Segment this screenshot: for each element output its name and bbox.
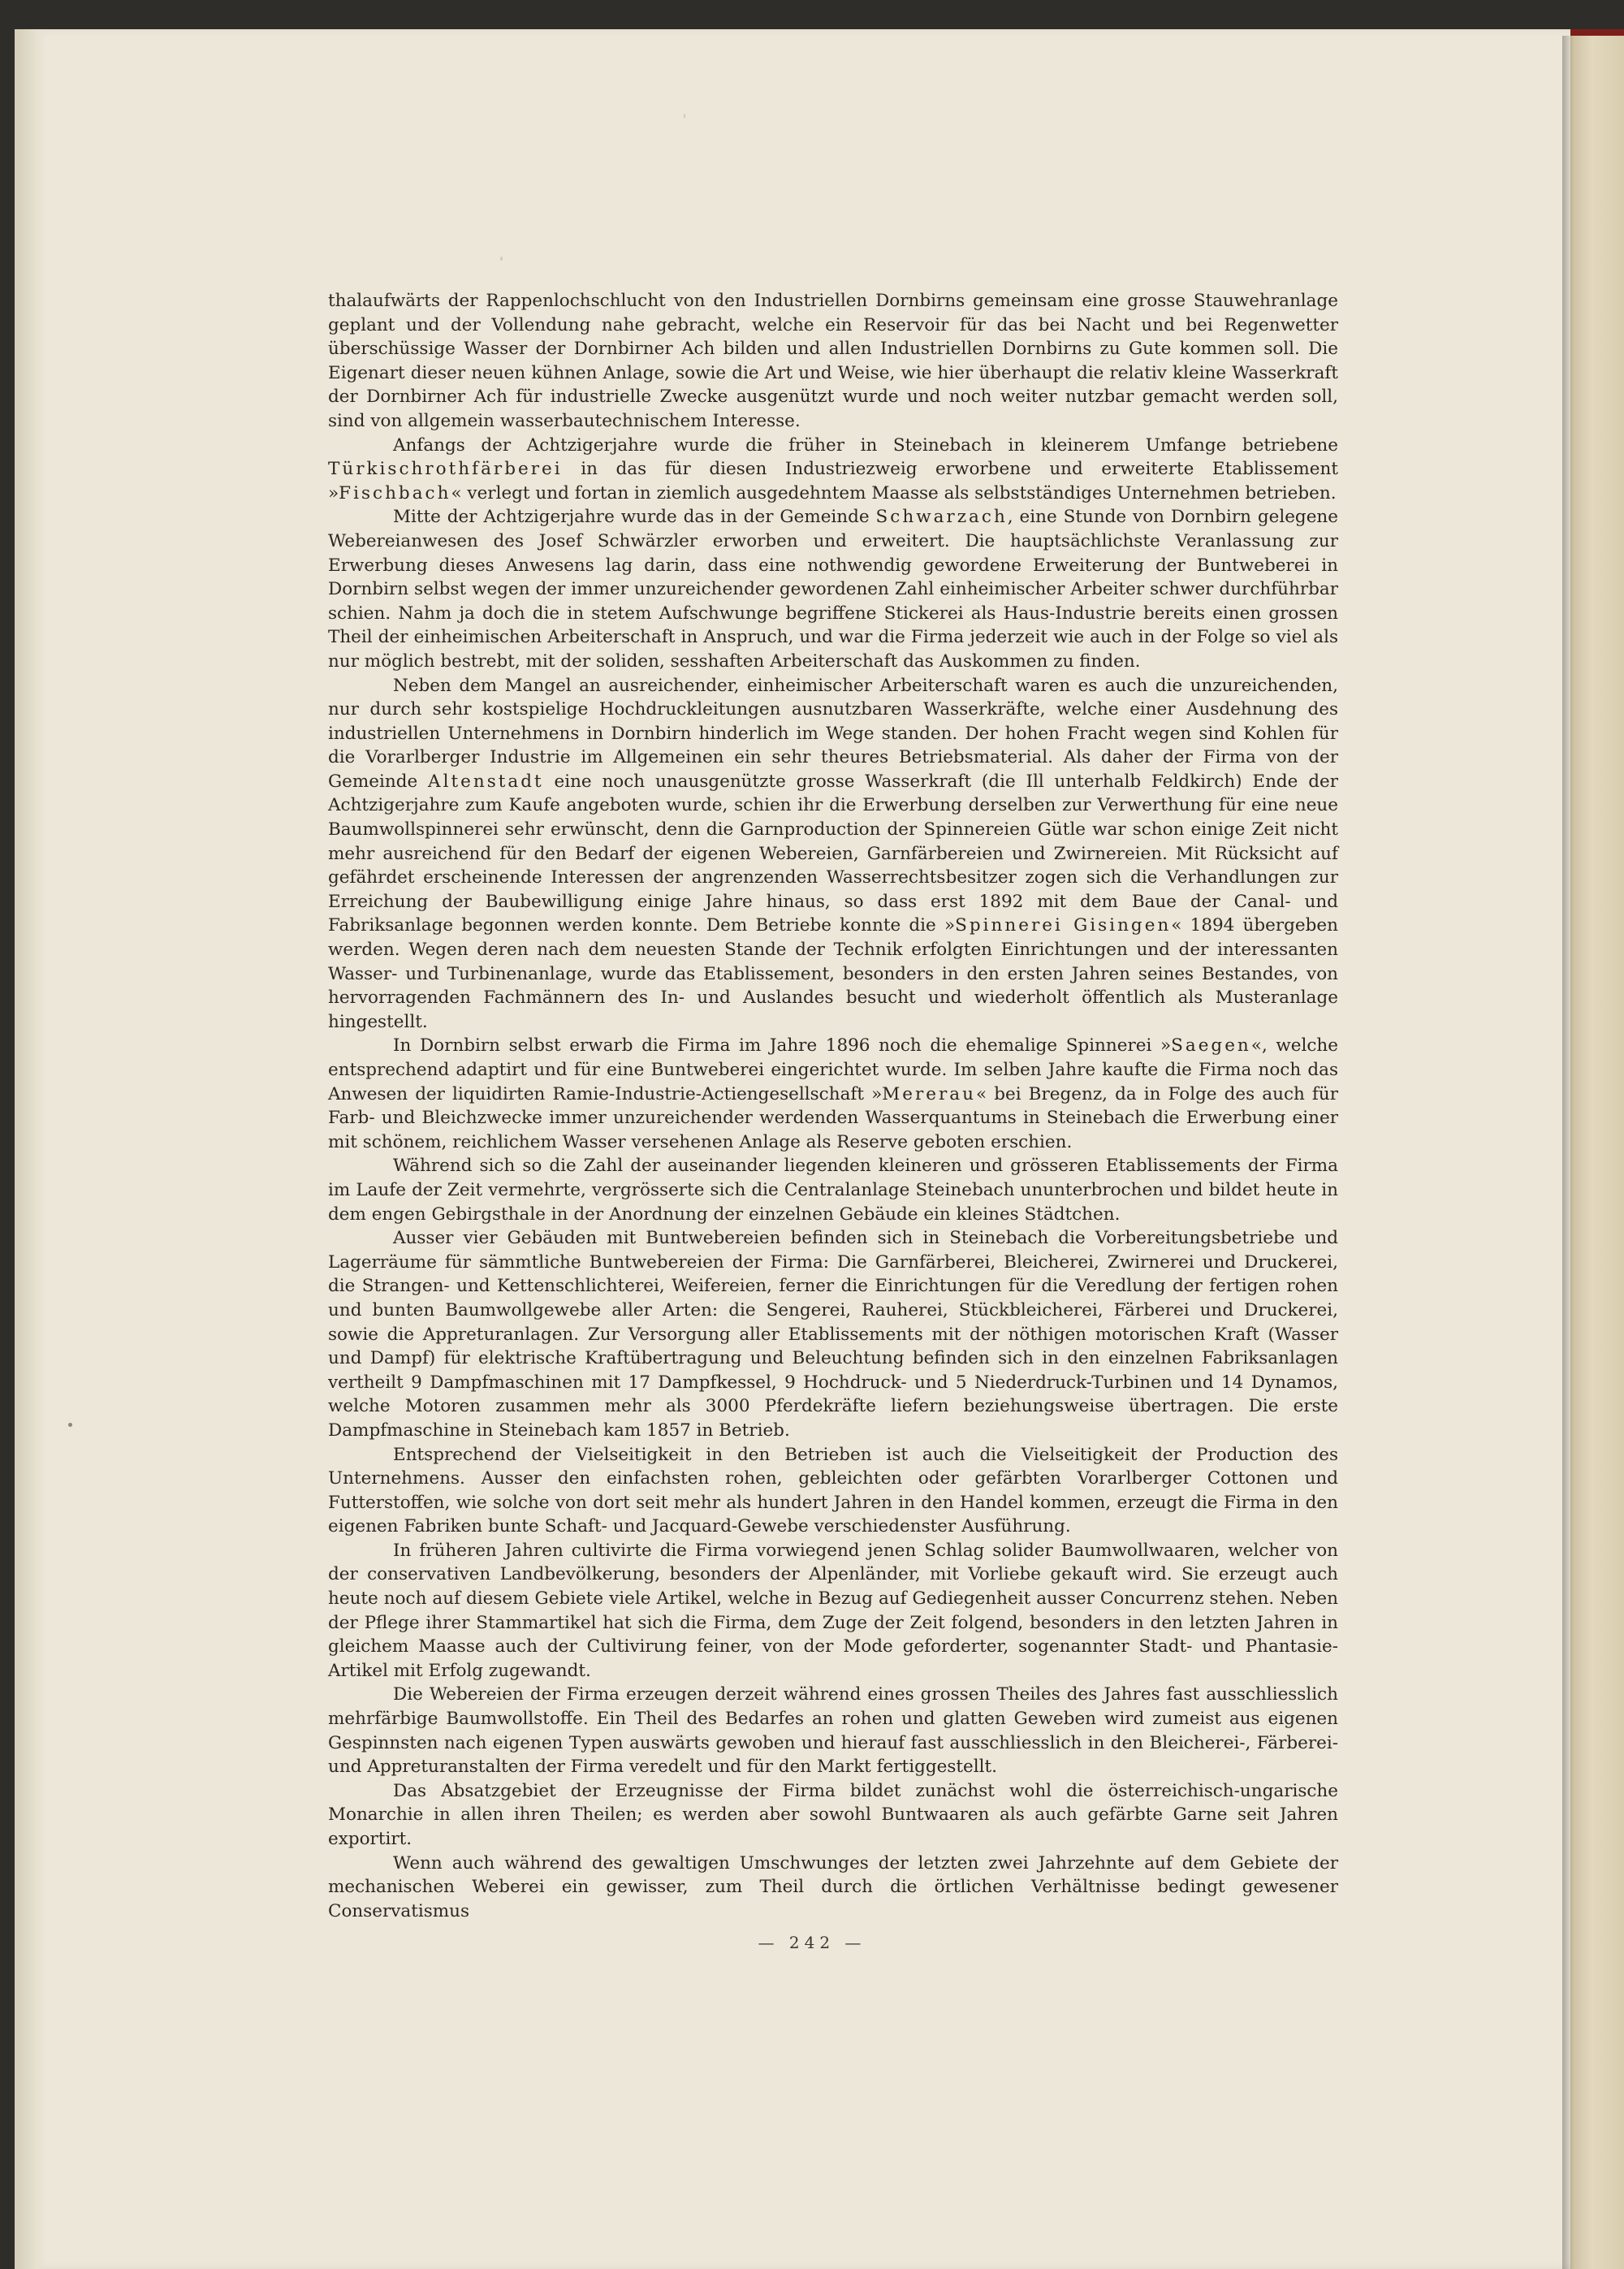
emphasized-name: Fischbach [339, 482, 451, 504]
paragraph [328, 1226, 1338, 1442]
text-run: « verlegt und fortan in ziemlich ausgedehntem Maasse als selbstständiges Unternehmen betrieben. [451, 482, 1337, 504]
emphasized-name: Altenstadt [428, 771, 544, 792]
paragraph [328, 289, 1338, 434]
text-run: Ausser vier Gebäuden mit Buntwebereien befinden sich in Steinebach die Vorbereitungsbetriebe und Lagerräume für sämmtliche Buntwebereien der Firma: Die Garnfärberei, Bleicherei, Zwirnerei und Druckerei, die Strangen- und Kettenschlichterei, Weifereien, ferner die Einrichtungen für die Veredlung der fertigen rohen und bunten Baumwollgewebe aller Arten: die Sengerei, Rauherei, Stückbleicherei, Färberei und Druckerei, sowie die Appreturanlagen. Zur Versorgung aller Etablissements mit der nöthigen motorischen Kraft (Wasser und Dampf) für elektrische Kraftübertragung und Beleuchtung befinden sich in den einzelnen Fabriksanlagen vertheilt 9 Dampfmaschinen mit 17 Dampfkessel, 9 Hochdruck- und 5 Niederdruck-Turbinen und 14 Dynamos, welche Motoren zusammen mehr als 3000 Pferdekräfte liefern beziehungsweise übertragen. Die erste Dampfmaschine in Steinebach kam 1857 in Betrieb. [328, 1228, 1338, 1441]
paragraph [328, 1779, 1338, 1852]
emphasized-name: Schwarzach [875, 507, 1008, 528]
text-run: , eine Stunde von Dornbirn gelegene Webereianwesen des Josef Schwärzler erworben und erweitert. Die hauptsächlichste Veranlassung zur Erwerbung dieses Anwesens lag darin, dass eine nothwendig gewordene Erweiterung der Buntweberei in Dornbirn selbst wegen der immer unzureichender gewordenen Zahl einheimischer Arbeiter schwer durchführbar schien. Nahm ja doch die in stetem Aufschwunge begriffene Stickerei als Haus-Industrie bereits einen grossen Theil der einheimischen Arbeiterschaft in Anspruch, und war die Firma jederzeit wie auch in der Folge so viel als nur möglich bestrebt, mit der soliden, sesshaften Arbeiterschaft das Auskommen zu finden. [328, 507, 1338, 672]
emphasized-name: Mererau [882, 1083, 976, 1104]
text-run: Anfangs der Achtzigerjahre wurde die früher in Steinebach in kleinerem Umfange betriebene [393, 434, 1338, 456]
paragraph [328, 505, 1338, 673]
paragraph [328, 434, 1338, 506]
text-run: Wenn auch während des gewaltigen Umschwunges der letzten zwei Jahrzehnte auf dem Gebiete der mechanischen Weberei ein gewisser, zum Theil durch die örtlichen Verhältnisse bedingt gewesener Conservatismus [328, 1852, 1338, 1921]
text-run: Das Absatzgebiet der Erzeugnisse der Firma bildet zunächst wohl die österreichisch-ungarische Monarchie in allen ihren Theilen; es werden aber sowohl Buntwaaren als auch gefärbte Garne seit Jahren exportirt. [328, 1780, 1338, 1849]
paragraph [328, 1852, 1338, 1924]
paragraph [328, 1154, 1338, 1226]
paper-speck [684, 114, 685, 119]
text-run: in das für diesen Industriezweig erworbene und erweiterte Etablissement » [328, 459, 1338, 504]
paragraph [328, 1683, 1338, 1778]
text-run: thalaufwärts der Rappenlochschlucht von den Industriellen Dornbirns gemeinsam eine grosse Stauwehranlage geplant und der Vollendung nahe gebracht, welche ein Reservoir für das bei Nacht und bei Regenwetter überschüssige Wasser der Dornbirner Ach bilden und allen Industriellen Dornbirns zu Gute kommen soll. Die Eigenart dieser neuen kühnen Anlage, sowie die Art und Weise, wie hier überhaupt die relativ kleine Wasserkraft der Dornbirner Ach für industrielle Zwecke ausgenützt wurde und noch weiter nutzbar gemacht werden soll, sind von allgemein wasserbautechnischem Interesse. [328, 291, 1338, 431]
page-number: — 242 — [758, 1933, 866, 1952]
text-run: Während sich so die Zahl der auseinander liegenden kleineren und grösseren Etablissements der Firma im Laufe der Zeit vermehrte, vergrösserte sich die Centralanlage Steinebach ununterbrochen und bildet heute in dem engen Gebirgsthale in der Anordnung der einzelnen Gebäude ein kleines Städtchen. [328, 1156, 1338, 1225]
emphasized-name: Spinnerei Gisingen [955, 915, 1172, 936]
text-run: « 1894 übergeben werden. Wegen deren nach dem neuesten Stande der Technik erfolgten Einrichtungen und der interessanten Wasser- und Turbinenanlage, wurde das Etablissement, besonders in den ersten Jahren seines Bestandes, von hervorragenden Fachmännern des In- und Auslandes besucht und wiederholt öffentlich als Musteranlage hingestellt. [328, 915, 1338, 1032]
paragraph [328, 1539, 1338, 1683]
emphasized-name: Türkischrothfärberei [328, 459, 563, 480]
text-run: Entsprechend der Vielseitigkeit in den Betrieben ist auch die Vielseitigkeit der Production des Unternehmens. Ausser den einfachsten rohen, gebleichten oder gefärbten Vorarlberger Cottonen und Futterstoffen, wie solche von dort seit mehr als hundert Jahren in den Handel kommen, erzeugt die Firma in den eigenen Fabriken bunte Schaft- und Jacquard-Gewebe verschiedenster Ausführung. [328, 1444, 1338, 1537]
paragraph [328, 1443, 1338, 1539]
body-text [328, 289, 1338, 1923]
paragraph [328, 1034, 1338, 1154]
text-run: Neben dem Mangel an ausreichender, einheimischer Arbeiterschaft waren es auch die unzureichenden, nur durch sehr kostspielige Hochdruckleitungen ausnutzbaren Wasserkräfte, welche einer Ausdehnung des industriellen Unternehmens in Dornbirn hinderlich im Wege standen. Der hohen Fracht wegen sind Kohlen für die Vorarlberger Industrie im Allgemeinen ein sehr theures Betriebsmaterial. Als daher der Firma von der Gemeinde [328, 675, 1338, 792]
paragraph [328, 674, 1338, 1035]
text-run: In Dornbirn selbst erwarb die Firma im Jahre 1896 noch die ehemalige Spinnerei » [393, 1035, 1172, 1057]
text-run: eine noch unausgenützte grosse Wasserkraft (die Ill unterhalb Feldkirch) Ende der Achtzigerjahre zum Kaufe angeboten wurde, schien ihr die Erwerbung derselben zur Verwerthung für eine neue Baumwollspinnerei sehr erwünscht, denn die Garnproduction der Spinnereien Gütle war schon einige Zeit nicht mehr ausreichend für den Bedarf der eigenen Webereien, Garnfärbereien und Zwirnereien. Mit Rücksicht auf gefährdet erscheinende Interessen der angrenzenden Wasserrechtsbesitzer zogen sich die Verhandlungen zur Erreichung der Baubewilligung einige Jahre hinaus, so dass erst 1892 mit dem Baue der Canal- und Fabriksanlage begonnen werden konnte. Dem Betriebe konnte die » [328, 771, 1338, 936]
text-run: Mitte der Achtzigerjahre wurde das in der Gemeinde [393, 507, 876, 528]
text-run: In früheren Jahren cultivirte die Firma vorwiegend jenen Schlag solider Baumwollwaaren, welcher von der conservativen Landbevölkerung, besonders der Alpenländer, mit Vorliebe gekauft wird. Sie erzeugt auch heute noch auf diesem Gebiete viele Artikel, welche in Bezug auf Gediegenheit ausser Concurrenz stehen. Neben der Pflege ihrer Stammartikel hat sich die Firma, dem Zuge der Zeit folgend, besonders in den letzten Jahren in gleichem Maasse auch der Cultivirung feiner, von der Mode geforderter, sogenannter Stadt- und Phantasie-Artikel mit Erfolg zugewandt. [328, 1540, 1338, 1681]
text-run: «, welche entsprechend adaptirt und für eine Buntweberei eingerichtet wurde. Im selben Jahre kaufte die Firma noch das Anwesen der liquidirten Ramie-Industrie-Actiengesellschaft » [328, 1035, 1339, 1104]
paper-speck [500, 257, 503, 261]
emphasized-name: Saegen [1171, 1035, 1251, 1057]
text-run: « bei Bregenz, da in Folge des auch für Farb- und Bleichzwecke immer unzureichender werdenden Wasserquantums in Steinebach die Erwerbung einer mit schönem, reichlichem Wasser versehenen Anlage als Reserve geboten erschien. [328, 1083, 1338, 1152]
paper-speck [68, 1423, 72, 1427]
text-run: Die Webereien der Firma erzeugen derzeit während eines grossen Theiles des Jahres fast ausschliesslich mehrfärbige Baumwollstoffe. Ein Theil des Bedarfes an rohen und glatten Geweben wird zumeist aus eigenen Gespinnsten nach eigenen Typen auswärts gewoben und hierauf fast ausschliesslich in den Bleicherei-, Färberei- und Appreturanstalten der Firma veredelt und für den Markt fertiggestellt. [328, 1684, 1338, 1778]
